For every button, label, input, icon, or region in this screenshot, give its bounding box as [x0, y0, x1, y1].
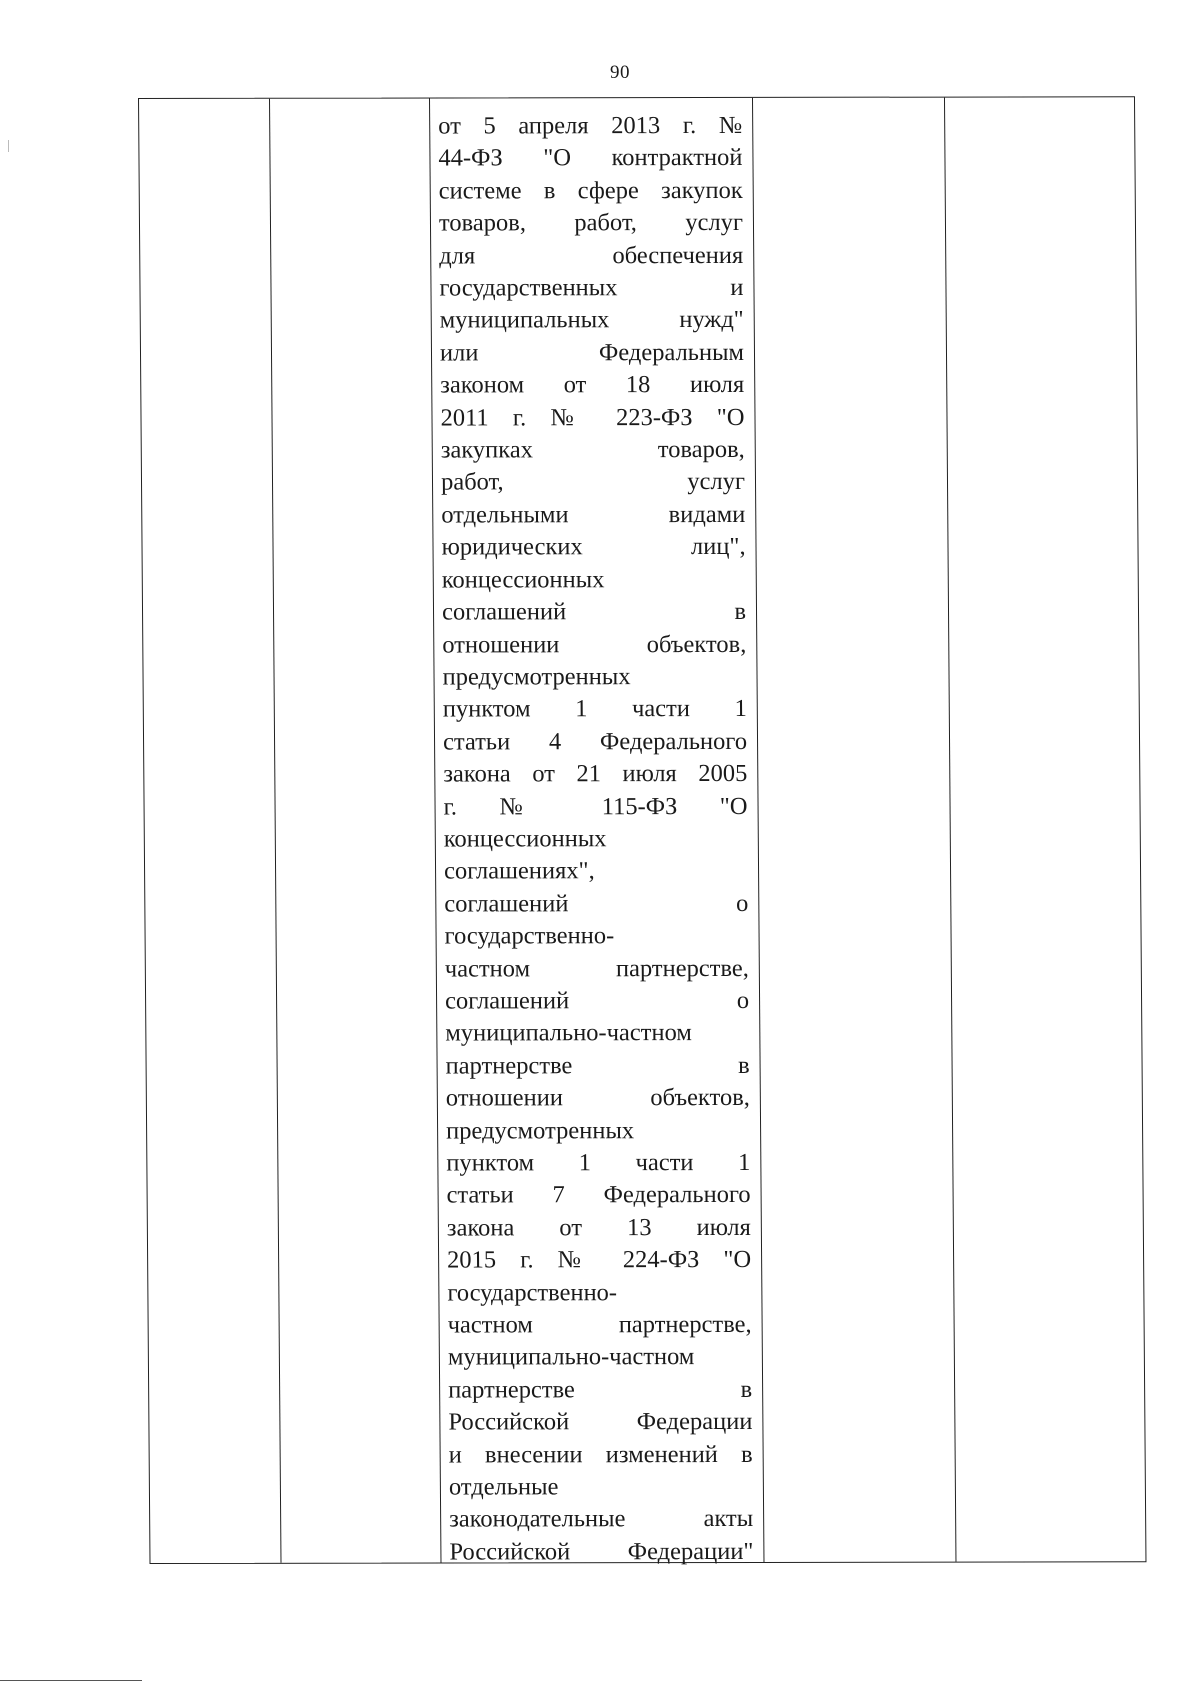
cell-text-line: государственно-: [447, 1278, 618, 1307]
cell-text-line: партнерстве в: [445, 1051, 750, 1080]
cell-text-line: концессионных: [443, 825, 607, 853]
cell-text-line: частном партнерстве,: [444, 954, 749, 983]
cell-text-line: отношении объектов,: [445, 1084, 750, 1112]
cell-text-line: закона от 13 июля: [446, 1213, 751, 1242]
cell-text-line: отношении объектов,: [442, 630, 747, 658]
cell-text-line: работ, услуг: [440, 468, 746, 496]
cell-text-line: и внесении изменений в: [448, 1440, 753, 1469]
scan-edge-mark: [8, 140, 10, 152]
cell-text-line: частном партнерстве,: [447, 1310, 752, 1339]
cell-text-line: соглашений о: [444, 986, 750, 1015]
cell-text-line: муниципально-частном: [445, 1019, 692, 1047]
cell-text-line: муниципальных нужд": [439, 306, 744, 334]
cell-text-line: отдельными видами: [441, 500, 746, 529]
cell-text-line: законом от 18 июля: [440, 371, 745, 399]
cell-text-line: государственных и: [439, 273, 744, 302]
cell-text-line: концессионных: [441, 565, 605, 594]
cell-text-line: соглашений о: [444, 889, 749, 918]
cell-text-line: партнерстве в: [448, 1375, 753, 1404]
cell-text-line: пунктом 1 части 1: [446, 1148, 751, 1177]
cell-text-line: Российской Федерации": [449, 1537, 754, 1566]
cell-text-line: статьи 7 Федерального: [446, 1181, 751, 1209]
cell-text-line: статьи 4 Федерального: [442, 727, 748, 756]
cell-text-line: государственно-: [444, 922, 615, 950]
cell-text-line: закона от 21 июля 2005: [443, 760, 748, 788]
cell-text-line: соглашений в: [441, 598, 747, 626]
cell-text-line: отдельные: [448, 1473, 559, 1501]
cell-text-line: соглашениях",: [443, 857, 595, 885]
footnote-rule: [0, 1680, 142, 1681]
cell-text-line: 2015 г. № 224-ФЗ "О: [447, 1246, 752, 1274]
column-divider-1: [269, 99, 281, 1563]
page-number: 90: [610, 62, 630, 83]
cell-text-line: юридических лиц",: [441, 533, 746, 561]
cell-text-line: законодательные акты: [449, 1505, 754, 1533]
cell-text-line: пунктом 1 части 1: [442, 695, 747, 723]
cell-text-line: г. № 115-ФЗ "О: [443, 792, 748, 821]
cell-text-line: для обеспечения: [439, 241, 744, 270]
cell-text-line: предусмотренных: [442, 663, 631, 691]
table-cell-legal-text: [438, 110, 753, 1569]
column-divider-4: [944, 98, 956, 1562]
cell-text-line: 2011 г. № 223-ФЗ "О: [440, 403, 745, 432]
cell-text-line: закупках товаров,: [440, 436, 745, 464]
cell-text-line: предусмотренных: [445, 1116, 635, 1145]
cell-text-line: системе в сфере закупок: [438, 176, 743, 205]
cell-text-line: от 5 апреля 2013 г. №: [438, 111, 743, 140]
cell-text-line: 44-ФЗ "О контрактной: [438, 144, 743, 172]
document-table: [138, 96, 1146, 1564]
cell-text-line: или Федеральным: [439, 338, 745, 367]
cell-text-line: муниципально-частном: [447, 1343, 695, 1371]
cell-text-line: товаров, работ, услуг: [438, 209, 744, 237]
column-divider-3: [752, 98, 764, 1562]
cell-text-line: Российской Федерации: [448, 1408, 753, 1436]
